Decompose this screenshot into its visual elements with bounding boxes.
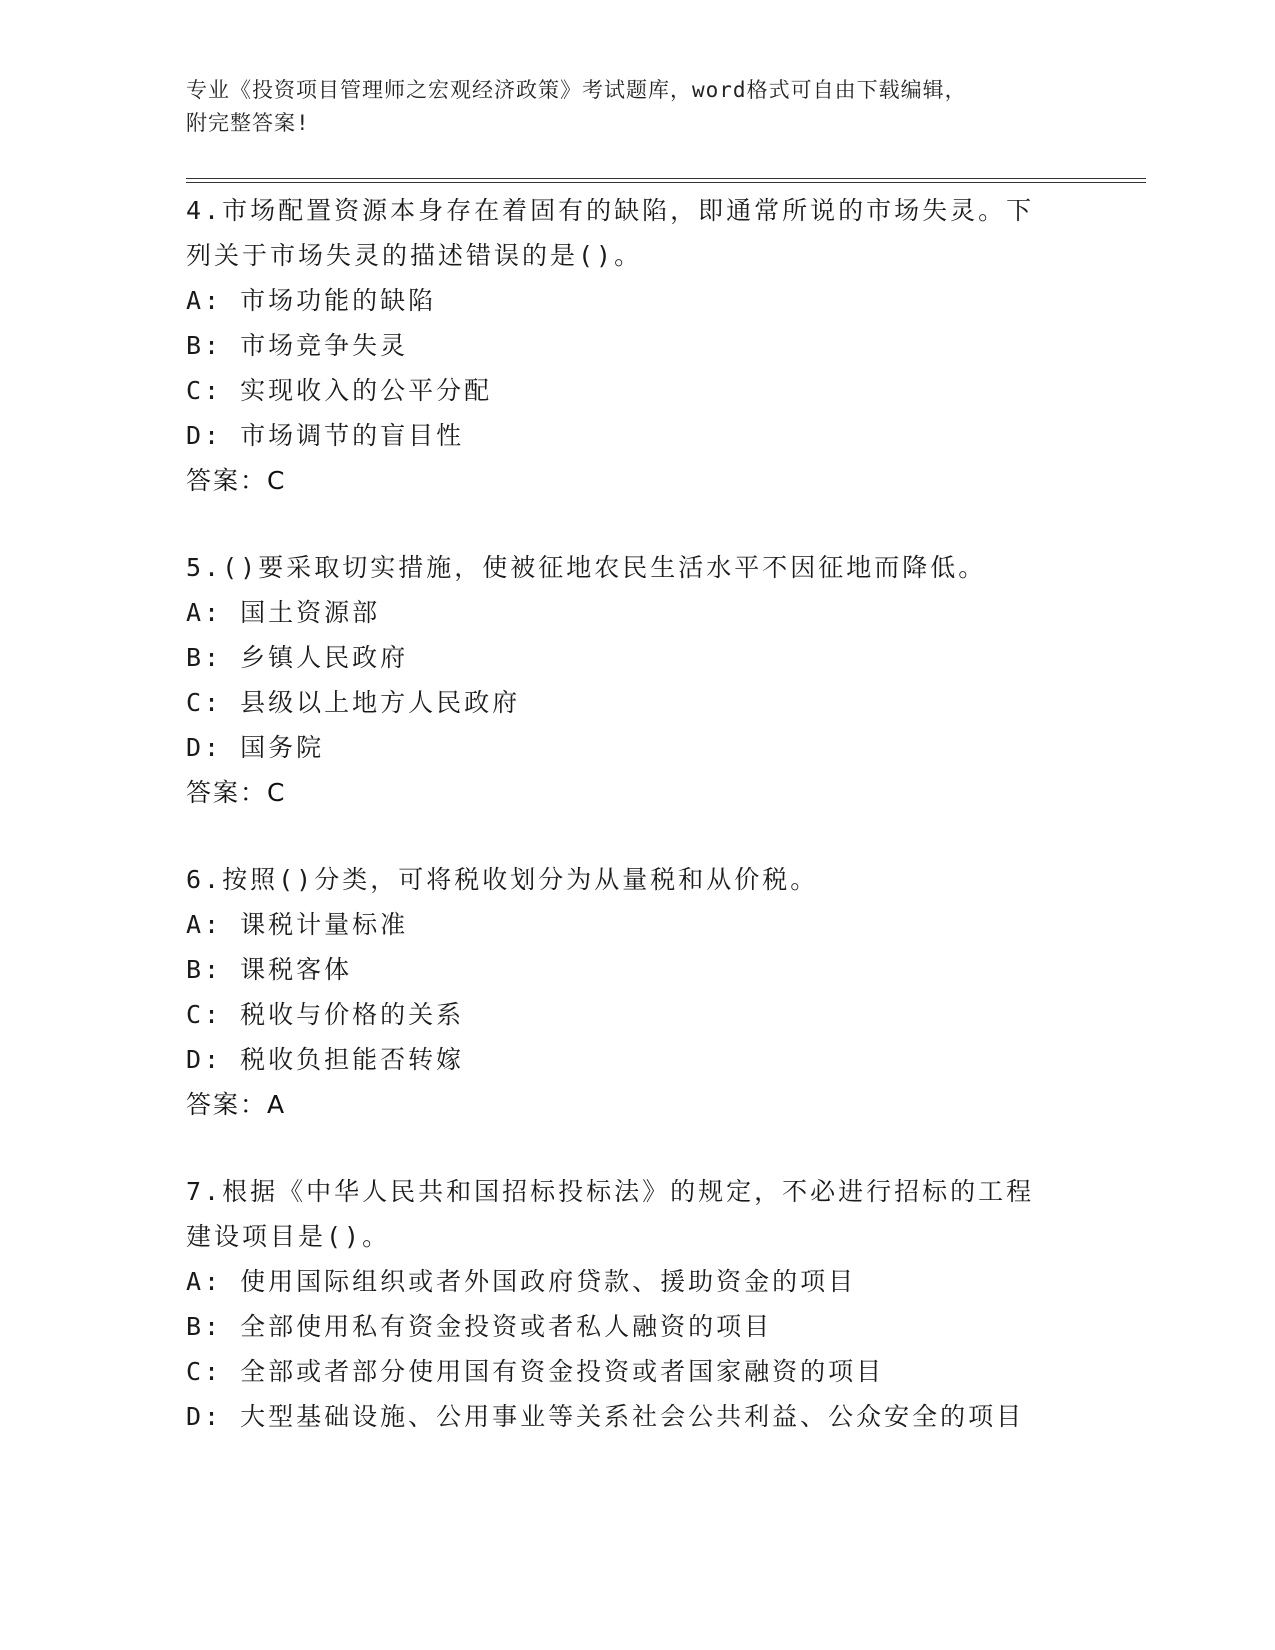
document-header <box>186 74 1086 140</box>
question-stem-line: 5.()要采取切实措施，使被征地农民生活水平不因征地而降低。 <box>186 553 987 582</box>
question-7 <box>186 1169 1136 1439</box>
option-a: A: 课税计量标准 <box>186 910 409 939</box>
question-6 <box>186 857 1136 1127</box>
header-line-1: 专业《投资项目管理师之宏观经济政策》考试题库，word格式可自由下载编辑， <box>186 78 967 102</box>
header-divider-top <box>186 178 1146 179</box>
option-c: C: 全部或者部分使用国有资金投资或者国家融资的项目 <box>186 1357 885 1386</box>
option-d: D: 市场调节的盲目性 <box>186 421 465 450</box>
header-line-2: 附完整答案! <box>186 111 310 135</box>
question-stem-line: 4.市场配置资源本身存在着固有的缺陷，即通常所说的市场失灵。下 <box>186 196 1035 225</box>
option-d: D: 国务院 <box>186 733 325 762</box>
question-stem-line: 列关于市场失灵的描述错误的是()。 <box>186 241 643 270</box>
option-b: B: 课税客体 <box>186 955 353 984</box>
answer-line: 答案：C <box>186 466 287 495</box>
option-c: C: 税收与价格的关系 <box>186 1000 465 1029</box>
option-a: A: 国土资源部 <box>186 598 381 627</box>
question-4 <box>186 188 1136 503</box>
option-c: C: 实现收入的公平分配 <box>186 376 493 405</box>
option-a: A: 使用国际组织或者外国政府贷款、援助资金的项目 <box>186 1267 857 1296</box>
question-list <box>186 188 1136 1439</box>
option-d: D: 大型基础设施、公用事业等关系社会公共利益、公众安全的项目 <box>186 1402 1025 1431</box>
option-a: A: 市场功能的缺陷 <box>186 286 437 315</box>
option-b: B: 全部使用私有资金投资或者私人融资的项目 <box>186 1312 773 1341</box>
header-divider-bottom <box>186 182 1146 183</box>
question-stem-line: 建设项目是()。 <box>186 1222 391 1251</box>
option-b: B: 市场竞争失灵 <box>186 331 409 360</box>
option-c: C: 县级以上地方人民政府 <box>186 688 521 717</box>
question-5 <box>186 545 1136 815</box>
answer-line: 答案：C <box>186 778 287 807</box>
answer-line: 答案：A <box>186 1090 287 1119</box>
option-b: B: 乡镇人民政府 <box>186 643 409 672</box>
question-stem-line: 6.按照()分类，可将税收划分为从量税和从价税。 <box>186 865 819 894</box>
question-stem-line: 7.根据《中华人民共和国招标投标法》的规定，不必进行招标的工程 <box>186 1177 1035 1206</box>
option-d: D: 税收负担能否转嫁 <box>186 1045 465 1074</box>
